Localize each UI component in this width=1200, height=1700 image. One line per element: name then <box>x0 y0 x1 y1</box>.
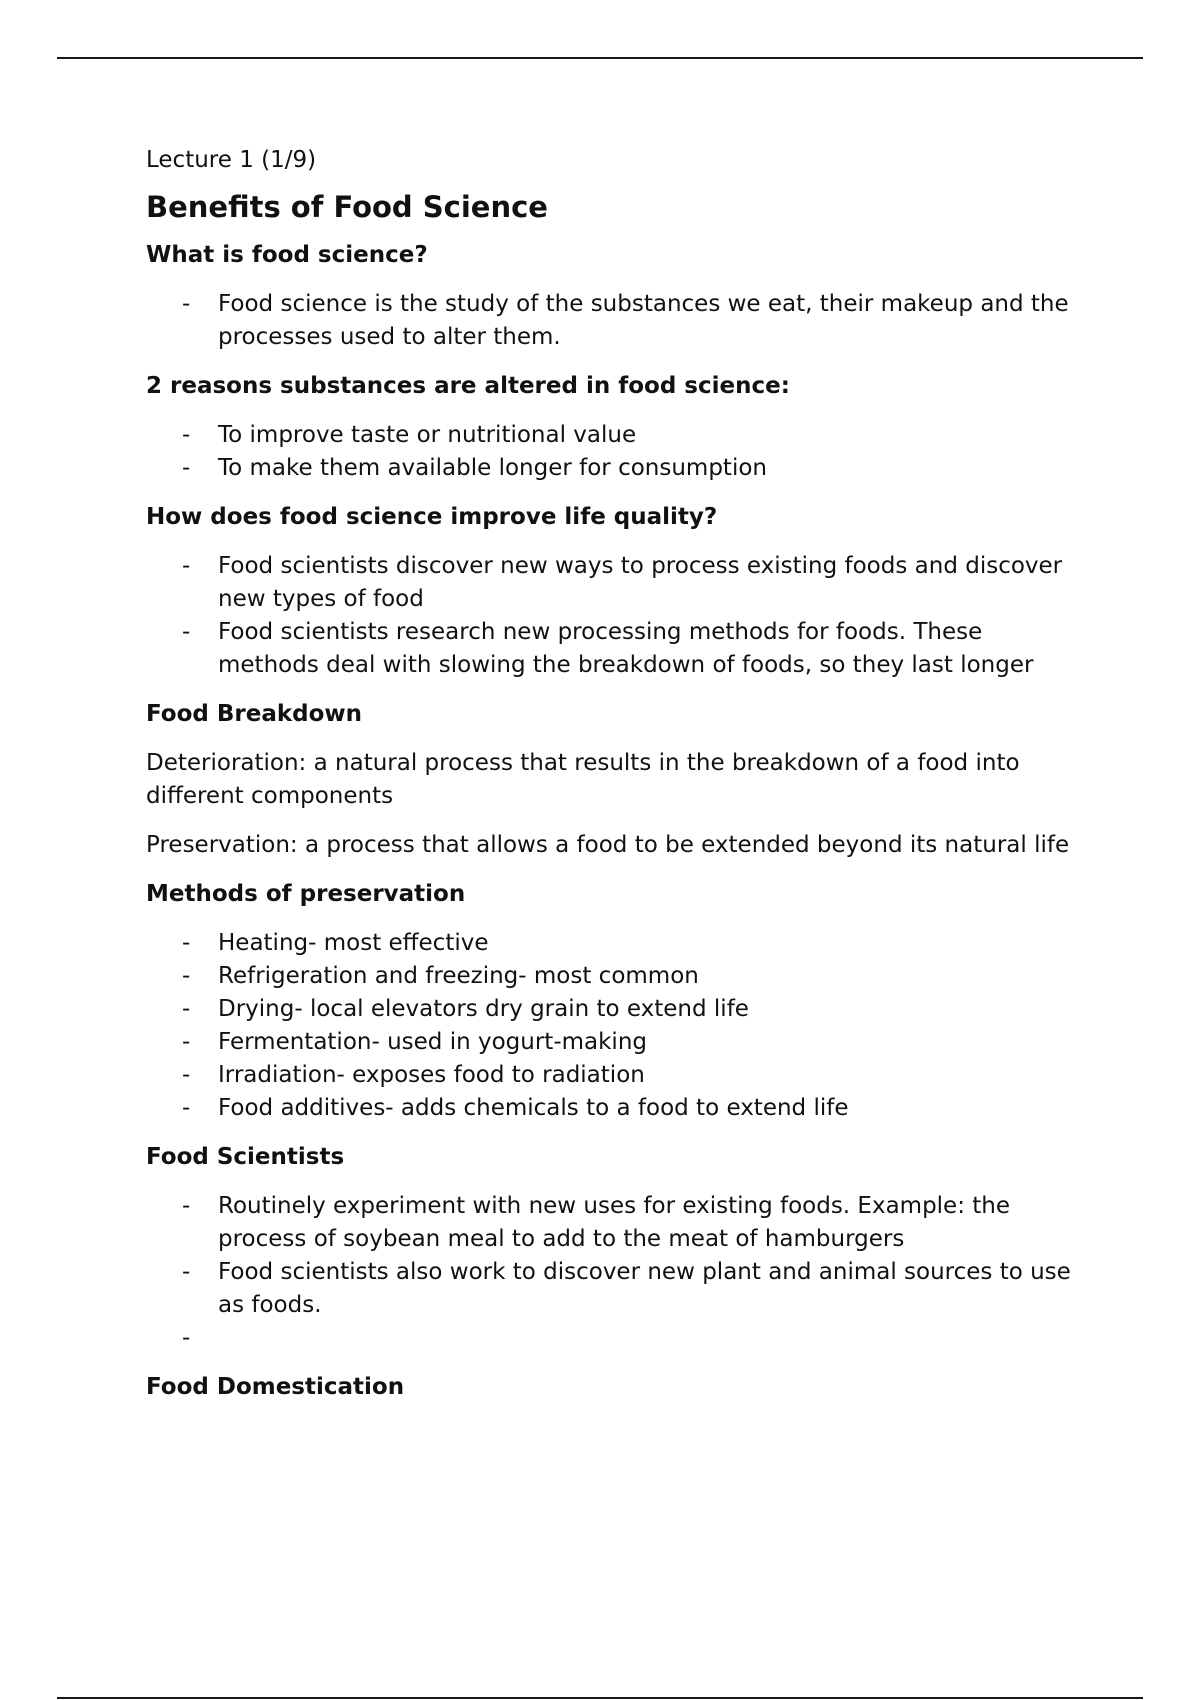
list-methods-of-preservation <box>146 927 1086 1125</box>
dash-bullet: - <box>182 619 191 645</box>
list-item <box>182 993 1086 1026</box>
dash-bullet: - <box>182 1193 191 1219</box>
dash-bullet: - <box>182 1095 191 1121</box>
dash-bullet: - <box>182 996 191 1022</box>
heading-food-scientists: Food Scientists <box>146 1144 345 1170</box>
list-item-text: Refrigeration and freezing- most common <box>218 963 699 989</box>
dash-bullet: - <box>182 422 191 448</box>
list-item <box>182 1026 1086 1059</box>
list-item <box>182 550 1086 616</box>
top-rule <box>57 57 1143 59</box>
heading-what-is-food-science: What is food science? <box>146 242 428 268</box>
list-item-text: Food scientists research new processing methods for foods. These methods deal with slowing the breakdown of foods, so they last longer <box>218 619 1034 678</box>
list-item <box>182 960 1086 993</box>
list-item-text: Food scientists discover new ways to process existing foods and discover new types of food <box>218 553 1063 612</box>
dash-bullet: - <box>182 1029 191 1055</box>
list-item <box>182 452 1086 485</box>
list-item <box>182 419 1086 452</box>
dash-bullet: - <box>182 455 191 481</box>
list-item <box>182 1256 1086 1322</box>
lecture-label: Lecture 1 (1/9) <box>146 147 317 173</box>
dash-bullet: - <box>182 963 191 989</box>
list-item <box>182 616 1086 682</box>
page-title: Benefits of Food Science <box>146 190 548 224</box>
list-life-quality <box>146 550 1086 682</box>
list-item <box>182 1190 1086 1256</box>
list-item-text: To make them available longer for consumption <box>218 455 767 481</box>
heading-life-quality: How does food science improve life quality? <box>146 504 718 530</box>
list-food-scientists <box>146 1190 1086 1355</box>
list-item <box>182 288 1086 354</box>
list-reasons <box>146 419 1086 485</box>
paragraph-deterioration: Deterioration: a natural process that results in the breakdown of a food into different components <box>146 750 1020 809</box>
list-item-text: Irradiation- exposes food to radiation <box>218 1062 645 1088</box>
heading-food-breakdown: Food Breakdown <box>146 701 363 727</box>
list-item-text: Heating- most effective <box>218 930 489 956</box>
list-what-is-food-science <box>146 288 1086 354</box>
dash-bullet: - <box>182 553 191 579</box>
list-item <box>182 1092 1086 1125</box>
heading-methods-of-preservation: Methods of preservation <box>146 881 466 907</box>
list-item <box>182 927 1086 960</box>
list-item-text: Food additives- adds chemicals to a food to extend life <box>218 1095 849 1121</box>
heading-food-domestication: Food Domestication <box>146 1374 405 1400</box>
dash-bullet: - <box>182 1259 191 1285</box>
paragraph-preservation: Preservation: a process that allows a food to be extended beyond its natural life <box>146 832 1070 858</box>
list-item <box>182 1059 1086 1092</box>
list-item-text: Food science is the study of the substances we eat, their makeup and the processes used to alter them. <box>218 291 1069 350</box>
dash-bullet: - <box>182 930 191 956</box>
document-body <box>146 144 1086 1420</box>
list-item-text: To improve taste or nutritional value <box>218 422 637 448</box>
heading-reasons: 2 reasons substances are altered in food science: <box>146 373 790 399</box>
list-item-text: Fermentation- used in yogurt-making <box>218 1029 648 1055</box>
dash-bullet: - <box>182 291 191 317</box>
dash-bullet: - <box>182 1325 191 1351</box>
list-item <box>182 1322 1086 1355</box>
bottom-rule <box>57 1697 1143 1699</box>
list-item-text: Routinely experiment with new uses for existing foods. Example: the process of soybean meal to add to the meat of hamburgers <box>218 1193 1011 1252</box>
list-item-text: Food scientists also work to discover new plant and animal sources to use as foods. <box>218 1259 1071 1318</box>
dash-bullet: - <box>182 1062 191 1088</box>
list-item-text: Drying- local elevators dry grain to extend life <box>218 996 749 1022</box>
